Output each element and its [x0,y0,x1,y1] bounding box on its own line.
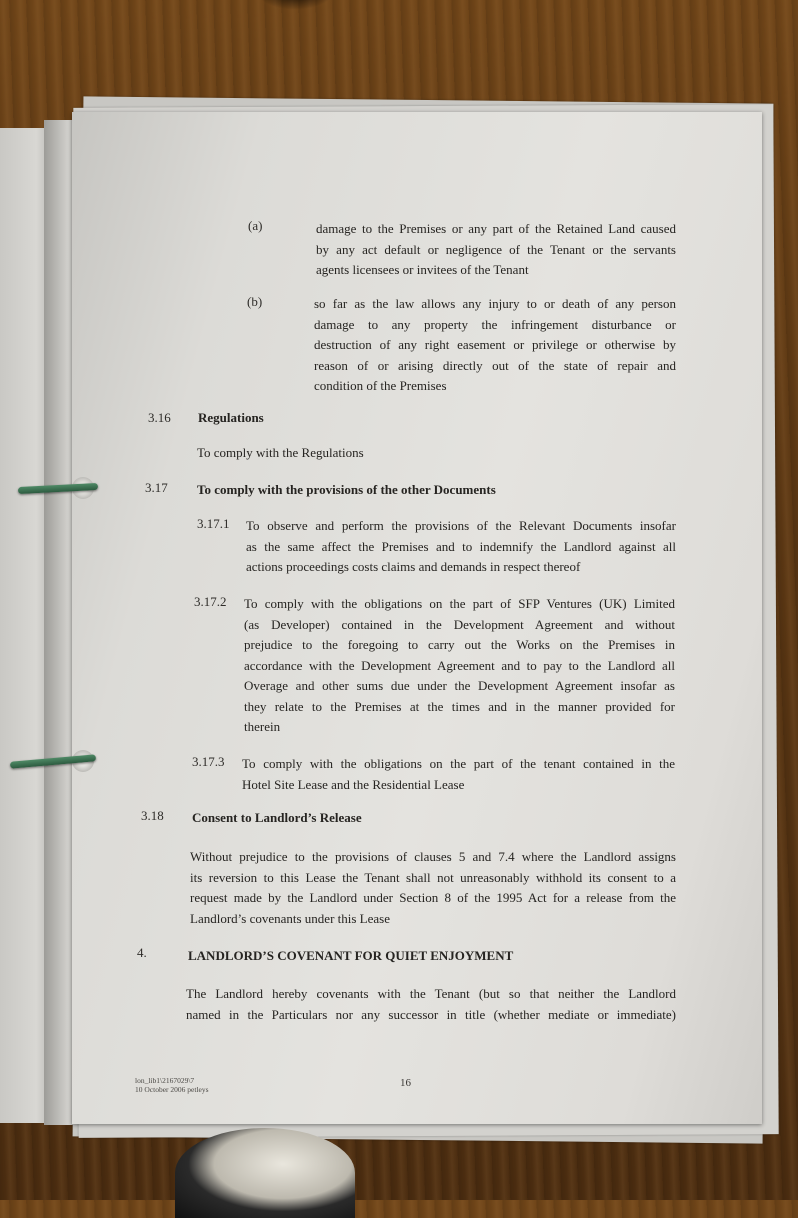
item-a-label: (a) [248,218,263,233]
item-b-text [314,294,676,397]
text-line: Hotel Site Lease and the Residential Lease [242,776,465,792]
text-line: as the same affect the Premises and to indemnify the Landlord against all [246,538,676,554]
text-line: Landlord’s covenants under this Lease [190,910,390,926]
text-line: The Landlord hereby covenants with the Tenant (but so that neither the Landlord [186,986,676,1001]
text-line: damage to the Premises or any part of the Retained Land caused [316,221,676,236]
section-heading-3-17: To comply with the provisions of the other Documents [197,482,496,497]
text-line: Without prejudice to the provisions of clauses 5 and 7.4 where the Landlord assigns [190,849,676,864]
section-body-4 [186,984,676,1025]
footer-doc-ref: lon_lib1\2167029\7 [135,1076,195,1085]
subsection-number-3-17-2: 3.17.2 [194,594,227,609]
section-body-3-16: To comply with the Regulations [197,445,364,460]
text-line: condition of the Premises [314,378,447,393]
text-line: damage to any property the infringement disturbance or [314,316,676,332]
text-line: actions proceedings costs claims and demands in respect thereof [246,559,581,574]
item-b-label: (b) [247,294,263,309]
section-body-3-18 [190,847,676,929]
foreground-object [175,1128,355,1218]
text-line: so far as the law allows any injury to or death of any person [314,296,676,311]
page-number: 16 [400,1077,411,1089]
section-number-3-16: 3.16 [148,410,171,425]
text-line: prejudice to the foregoing to carry out the Works on the Premises in [244,637,675,652]
subsection-text-3-17-2 [244,594,675,738]
text-line: they relate to the Premises at the times and in the manner provided for [244,698,675,714]
text-line: (as Developer) contained in the Development Agreement and without [244,616,675,632]
item-a-text [316,219,676,281]
section-number-3-17: 3.17 [145,480,168,495]
text-line: destruction of any right easement or privilege or otherwise by [314,337,676,352]
top-shadow [255,0,335,10]
text-line: agents licensees or invitees of the Tenant [316,262,529,277]
section-number-3-18: 3.18 [141,808,164,823]
text-line: accordance with the Development Agreement and to pay to the Landlord all [244,657,675,673]
text-line: request made by the Landlord under Section 8 of the 1995 Act for a release from the [190,890,676,905]
footer-reference [135,1076,209,1094]
text-line: therein [244,719,281,734]
section-heading-3-16: Regulations [198,410,264,425]
text-line: To comply with the obligations on the part of SFP Ventures (UK) Limited [244,596,675,611]
text-line: named in the Particulars nor any successor in title (whether mediate or immediate) [186,1006,676,1022]
text-line: Overage and other sums due under the Development Agreement insofar as [244,678,675,693]
subsection-number-3-17-1: 3.17.1 [197,516,230,531]
section-number-4: 4. [137,945,147,960]
footer-date: 10 October 2006 petleys [135,1085,209,1094]
text-line: To observe and perform the provisions of the Relevant Documents insofar [246,518,676,533]
text-line: by any act default or negligence of the Tenant or the servants [316,241,676,257]
text-line: reason of or arising directly out of the state of repair and [314,357,676,373]
section-heading-4: LANDLORD’S COVENANT FOR QUIET ENJOYMENT [188,948,514,963]
text-line: To comply with the obligations on the part of the tenant contained in the [242,756,675,771]
text-line: its reversion to this Lease the Tenant shall not unreasonably withhold its consent to a [190,869,676,885]
section-heading-3-18: Consent to Landlord’s Release [192,810,362,825]
subsection-text-3-17-1 [246,516,676,578]
subsection-number-3-17-3: 3.17.3 [192,754,225,769]
subsection-text-3-17-3 [242,754,675,795]
